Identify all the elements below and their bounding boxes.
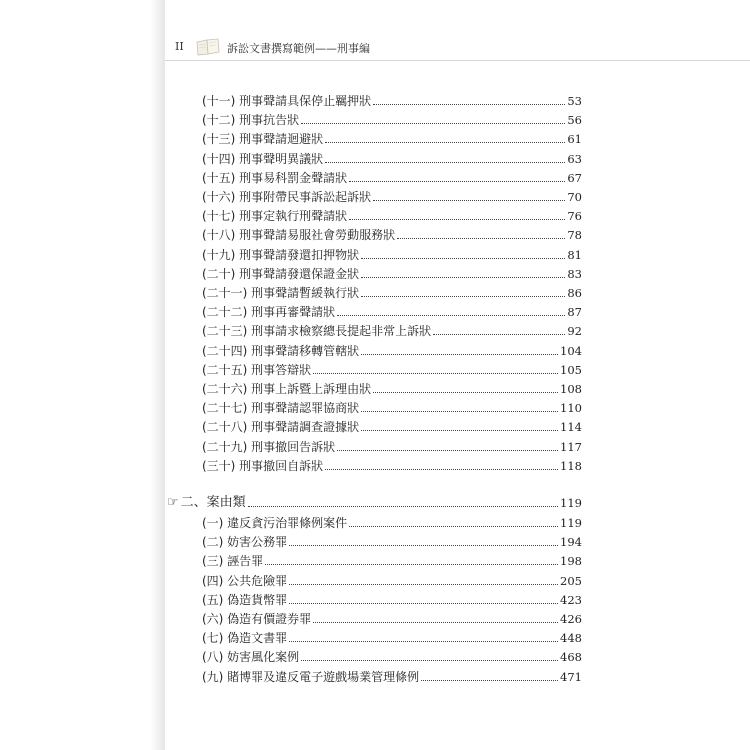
toc-entry-label: (二十五) 刑事答辯狀 [202,362,312,377]
toc-entry [202,531,582,549]
dot-leader [265,563,558,565]
toc-entry-page: 78 [567,228,582,243]
dot-leader [313,372,558,374]
toc-entry [202,570,582,588]
dot-leader [301,659,558,661]
toc-entry [202,109,582,127]
dot-leader [433,333,565,335]
toc-entry-page: 194 [560,535,582,550]
dot-leader [349,218,565,220]
toc-entry-label: (二) 妨害公務罪 [202,535,288,550]
dot-leader [337,314,565,316]
dot-leader [337,449,558,451]
dot-leader [361,257,565,259]
toc-entry-label: (二十二) 刑事再審聲請狀 [202,305,336,320]
toc-entry-page: 108 [560,382,582,396]
toc-entry-label: (十一) 刑事聲請具保停止羈押狀 [202,94,372,108]
toc-entry-page: 81 [567,247,582,262]
toc-entry [202,244,582,262]
toc-entry-label: (二十四) 刑事聲請移轉管轄狀 [202,343,360,358]
toc-entry [202,301,582,319]
toc-entry [167,492,582,510]
toc-entry-page: 70 [567,190,582,204]
toc-entry-label: (二十) 刑事聲請發還保證金狀 [202,266,360,281]
toc-entry [202,550,582,568]
toc-entry-page: 53 [567,94,582,108]
toc-entry-page: 110 [560,401,582,416]
toc-entry-page: 426 [560,612,582,626]
toc-entry [202,263,582,281]
toc-entry [202,359,582,377]
toc-entry [202,340,582,358]
toc-entry-label: (六) 偽造有價證券罪 [202,612,312,626]
open-book-icon [195,38,221,56]
running-title: 訴訟文書撰寫範例——刑事編 [227,42,370,55]
toc-entry [202,282,582,300]
toc-entry [202,378,582,396]
toc-entry-page: 468 [560,650,582,665]
dot-leader [289,640,558,642]
dot-leader [349,180,565,182]
dot-leader [289,583,558,585]
toc-entry-label: (二十三) 刑事請求檢察總長提起非常上訴狀 [202,324,432,339]
dot-leader [248,505,558,507]
toc-entry-page: 86 [567,286,582,300]
toc-entry-label: 二、案由類 [180,495,246,510]
dot-leader [301,122,565,124]
dot-leader [373,103,565,105]
toc-entry [202,167,582,185]
toc-entry-label: (二十八) 刑事聲請調查證據狀 [202,420,360,435]
toc-entry [202,512,582,530]
toc-entry [202,589,582,607]
toc-entry [202,224,582,242]
toc-entry-label: (二十六) 刑事上訴暨上訴理由狀 [202,382,372,396]
toc-entry-label: (十七) 刑事定執行刑聲請狀 [202,209,348,224]
toc-entry-label: (四) 公共危險罪 [202,573,288,588]
toc-entry-label: (五) 偽造貨幣罪 [202,592,288,607]
toc-entry-page: 119 [560,516,582,530]
toc-entry-page: 76 [567,209,582,224]
toc-entry-page: 104 [560,343,582,358]
dot-leader [313,621,558,623]
toc-entry [202,646,582,664]
toc-entry-page: 92 [567,324,582,339]
toc-entry-label: (十二) 刑事抗告狀 [202,113,300,128]
dot-leader [361,295,565,297]
binding-shadow [150,0,165,750]
toc-entry-label: (十六) 刑事附帶民事訴訟起訴狀 [202,190,372,204]
dot-leader [361,353,558,355]
toc-entry-label: (七) 偽造文書罪 [202,631,288,646]
dot-leader [421,679,558,681]
dot-leader [361,410,558,412]
toc-entry [202,397,582,415]
toc-entry [202,90,582,108]
toc-entry-label: (八) 妨害風化案例 [202,650,300,665]
toc-entry-page: 61 [567,132,582,147]
toc-entry-label: (三) 誣告罪 [202,554,264,569]
dot-leader [397,237,565,239]
toc-entry-label: (一) 違反貪污治罪條例案件 [202,516,348,530]
running-header [165,38,750,60]
dot-leader [325,161,565,163]
page-number: II [175,40,184,53]
toc-entry-label: (十九) 刑事聲請發還扣押物狀 [202,247,360,262]
toc-entry [202,608,582,626]
toc-entry [202,455,582,473]
page-gutter [0,0,165,750]
toc-entry [202,148,582,166]
toc-entry-page: 205 [560,573,582,588]
toc-entry [202,205,582,223]
toc-entry-page: 118 [560,458,582,473]
dot-leader [373,391,558,393]
toc-entry-page: 87 [567,305,582,320]
toc-entry-page: 423 [560,592,582,607]
toc-entry-page: 56 [567,113,582,128]
toc-entry [202,436,582,454]
toc-entry-page: 471 [560,669,582,684]
toc-entry-page: 448 [560,631,582,646]
dot-leader [373,199,565,201]
dot-leader [349,525,558,527]
toc-entry-label: (十四) 刑事聲明異議狀 [202,151,324,166]
toc-entry-label: (二十九) 刑事撤回告訴狀 [202,439,336,454]
toc-entry [202,320,582,338]
toc-entry-label: (十五) 刑事易科罰金聲請狀 [202,170,348,185]
toc-entry [202,666,582,684]
toc-entry-page: 198 [560,554,582,569]
toc-entry-page: 119 [560,496,582,510]
toc-entry-page: 117 [560,439,582,454]
toc-entry-page: 63 [567,151,582,166]
toc-entry-page: 105 [560,362,582,377]
toc-entry-label: (九) 賭博罪及違反電子遊戲場業管理條例 [202,669,420,684]
dot-leader [325,141,565,143]
toc-entry-label: (十八) 刑事聲請易服社會勞動服務狀 [202,228,396,243]
toc-entry-label: (二十七) 刑事聲請認罪協商狀 [202,401,360,416]
toc-entry-page: 83 [567,266,582,281]
dot-leader [325,468,558,470]
header-rule [165,60,750,61]
toc-entry-page: 67 [567,170,582,185]
toc-entry [202,627,582,645]
dot-leader [289,602,558,604]
toc-entry-label: (十三) 刑事聲請迴避狀 [202,132,324,147]
toc-entry-label: (二十一) 刑事聲請暫緩執行狀 [202,286,360,300]
book-page [165,0,750,750]
toc-entry-label: (三十) 刑事撤回自訴狀 [202,458,324,473]
dot-leader [289,544,558,546]
toc-entry-page: 114 [560,420,582,435]
dot-leader [361,276,565,278]
toc-entry [202,128,582,146]
toc-entry [202,416,582,434]
toc-entry [202,186,582,204]
dot-leader [361,429,558,431]
pointing-hand-icon: ☞ [167,495,179,510]
